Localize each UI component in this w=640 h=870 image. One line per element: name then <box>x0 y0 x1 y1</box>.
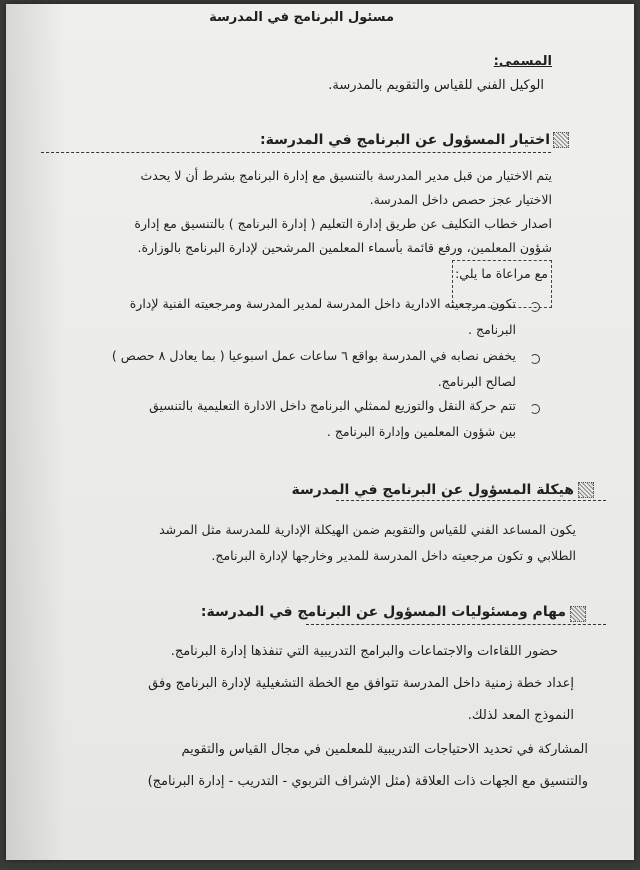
document-page <box>6 4 634 860</box>
duties-line-1: حضور اللقاءات والاجتماعات والبرامج التدريبية التي تنفذها إدارة البرنامج. <box>170 644 558 659</box>
bullet-2-line-1: يخفض نصابه في المدرسة بواقع ٦ ساعات عمل اسبوعيا ( بما يعادل ٨ حصص ) <box>111 348 516 363</box>
bullet-3-line-2: بين شؤون المعلمين وإدارة البرنامج . <box>326 424 516 439</box>
heading-divider <box>336 500 606 501</box>
duties-line-3: النموذج المعد لذلك. <box>467 708 574 723</box>
bullet-1-line-2: البرنامج . <box>468 322 516 337</box>
bullet-icon <box>530 302 540 312</box>
structure-line-1: يكون المساعد الفني للقياس والتقويم ضمن الهيكلة الإدارية للمدرسة مثل المرشد <box>159 522 576 537</box>
duties-line-5: والتنسيق مع الجهات ذات العلاقة (مثل الإشراف التربوي - التدريب - إدارة البرنامج) <box>147 774 588 789</box>
selection-line-1: يتم الاختيار من قبل مدير المدرسة بالتنسيق مع إدارة البرنامج بشرط أن لا يحدث <box>140 168 552 183</box>
heading-divider <box>306 624 606 625</box>
bullet-1-line-1: تكون مرجعيته الادارية داخل المدرسة لمدير المدرسة ومرجعيته الفنية لإدارة <box>129 296 516 311</box>
bullet-2-line-2: لصالح البرنامج. <box>437 374 516 389</box>
page-title: مسئول البرنامج في المدرسة <box>209 10 394 25</box>
duties-heading: مهام ومسئوليات المسؤول عن البرنامج في المدرسة: <box>200 604 566 620</box>
selection-heading: اختيار المسؤول عن البرنامج في المدرسة: <box>259 132 550 148</box>
structure-heading: هيكلة المسؤول عن البرنامج في المدرسة <box>291 482 574 498</box>
duties-line-4: المشاركة في تحديد الاحتياجات التدريبية للمعلمين في مجال القياس والتقويم <box>181 742 588 757</box>
bullet-icon <box>530 354 540 364</box>
selection-line-4: شؤون المعلمين، ورفع قائمة بأسماء المعلمين المرشحين لإدارة البرنامج بالوزارة. <box>137 240 552 255</box>
structure-line-2: الطلابي و تكون مرجعيته داخل المدرسة للمدير وخارجها لإدارة البرنامج. <box>211 548 576 563</box>
duties-line-2: إعداد خطة زمنية داخل المدرسة تتوافق مع الخطة التشغيلية لإدارة البرنامج وفق <box>148 676 574 691</box>
heading-ornament-icon <box>578 482 594 498</box>
note-label: مع مراعاة ما يلي: <box>455 266 548 281</box>
heading-divider <box>41 152 551 153</box>
selection-line-3: اصدار خطاب التكليف عن طريق إدارة التعليم ( إدارة البرنامج ) بالتنسيق مع إدارة <box>134 216 552 231</box>
bullet-3-line-1: تتم حركة النقل والتوزيع لممثلي البرنامج داخل الادارة التعليمية بالتنسيق <box>149 398 516 413</box>
selection-line-2: الاختيار عجز حصص داخل المدرسة. <box>369 192 552 207</box>
title-label: المسمى: <box>493 54 552 69</box>
bullet-icon <box>530 404 540 414</box>
heading-ornament-icon <box>570 606 586 622</box>
page-shadow <box>6 4 66 860</box>
title-value: الوكيل الفني للقياس والتقويم بالمدرسة. <box>328 78 544 93</box>
heading-ornament-icon <box>553 132 569 148</box>
